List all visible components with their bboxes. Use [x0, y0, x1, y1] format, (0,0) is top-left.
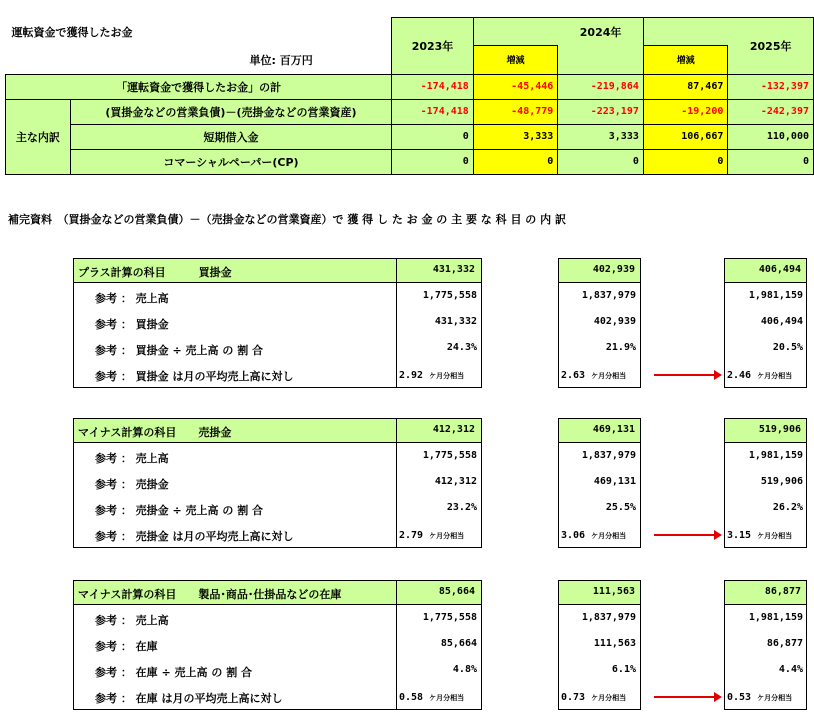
row-value-2025: 1,981,159	[748, 290, 803, 301]
year-2024-header: 2024年	[558, 18, 644, 75]
row-value-2024: 469,131	[593, 476, 636, 487]
total-2025: -132,397	[728, 74, 814, 99]
row-value-2024: 402,939	[593, 316, 636, 327]
block-head-2025: 406,494	[725, 259, 806, 283]
row-value-2025: 519,906	[760, 476, 803, 487]
row-value-2023: 1,775,558	[422, 290, 477, 301]
block-head-2023: 412,312	[397, 419, 481, 443]
months-value: 3.15	[727, 530, 752, 541]
row-label: 参考 ： 売掛金 は月の平均売上高に対し	[95, 530, 294, 543]
row-label: 参考 ： 在庫 ÷ 売上高 の 割 合	[95, 666, 253, 679]
months-value: 2.92	[399, 370, 424, 381]
months-unit: ケ月分相当	[429, 372, 465, 380]
row-value-2024: 1,837,979	[581, 450, 636, 461]
short-loans-2024: 3,333	[558, 124, 644, 149]
months-equivalent	[727, 528, 792, 541]
cp-change-1: 0	[473, 149, 558, 174]
unit-label: 単位: 百万円	[249, 53, 313, 67]
row-value-2023: 1,775,558	[422, 612, 477, 623]
block-head-2024: 402,939	[559, 259, 640, 283]
block-head-2025: 519,906	[725, 419, 806, 443]
group-label: 主な内訳	[6, 99, 71, 174]
row-value-2024: 1,837,979	[581, 612, 636, 623]
total-change-2: 87,467	[643, 74, 728, 99]
months-value: 2.79	[399, 530, 424, 541]
months-value: 2.46	[727, 370, 752, 381]
trend-arrow	[654, 534, 716, 536]
row-value-2025: 26.2%	[772, 502, 803, 513]
row-value-2024: 1,837,979	[581, 290, 636, 301]
row-value-2023: 1,775,558	[422, 450, 477, 461]
block-head-2023: 431,332	[397, 259, 481, 283]
total-change-1: -45,446	[473, 74, 558, 99]
row-label: 参考 ： 買掛金	[95, 318, 169, 331]
months-unit: ケ月分相当	[591, 532, 627, 540]
cp-2023: 0	[392, 149, 474, 174]
row-value-2023: 412,312	[434, 476, 477, 487]
row-value-2025: 86,877	[766, 638, 803, 649]
row-value-2023: 4.8%	[452, 664, 477, 675]
row-value-2024: 21.9%	[605, 342, 636, 353]
row-value-2025: 1,981,159	[748, 450, 803, 461]
months-unit: ケ月分相当	[591, 694, 627, 702]
row-value-2023: 24.3%	[446, 342, 477, 353]
months-value: 0.53	[727, 692, 752, 703]
short-loans-change-1: 3,333	[473, 124, 558, 149]
row-value-2024: 111,563	[593, 638, 636, 649]
cp-2024: 0	[558, 149, 644, 174]
supplement-title: 補完資料 （買掛金などの営業負債）－（売掛金などの営業資産）で 獲 得 し た お 金 の 主 要 な 科 目 の 内 訳	[8, 213, 566, 226]
row-value-2023: 431,332	[434, 316, 477, 327]
block-head-2024: 469,131	[559, 419, 640, 443]
months-equivalent	[399, 368, 464, 381]
payables-row	[6, 99, 814, 124]
block-head-2025: 86,877	[725, 581, 806, 605]
row-value-2024: 25.5%	[605, 502, 636, 513]
block-head-label: マイナス計算の科目 製品･商品･仕掛品などの在庫	[74, 581, 397, 605]
blank-cell	[643, 18, 728, 46]
months-equivalent	[561, 690, 626, 703]
months-unit: ケ月分相当	[591, 372, 627, 380]
row-value-2025: 20.5%	[772, 342, 803, 353]
months-unit: ケ月分相当	[429, 694, 465, 702]
payables-label: (買掛金などの営業負債)－(売掛金などの営業資産)	[70, 99, 391, 124]
block-head-2024: 111,563	[559, 581, 640, 605]
payables-change-2: -19,200	[643, 99, 728, 124]
months-unit: ケ月分相当	[757, 532, 793, 540]
row-label: 参考 ： 在庫 は月の平均売上高に対し	[95, 692, 283, 705]
months-value: 2.63	[561, 370, 586, 381]
short-loans-change-2: 106,667	[643, 124, 728, 149]
row-value-2025: 1,981,159	[748, 612, 803, 623]
cp-2025: 0	[728, 149, 814, 174]
months-value: 0.58	[399, 692, 424, 703]
row-value-2025: 4.4%	[778, 664, 803, 675]
row-label: 参考 ： 買掛金 ÷ 売上高 の 割 合	[95, 344, 264, 357]
short-loans-2025: 110,000	[728, 124, 814, 149]
row-label: 参考 ： 在庫	[95, 640, 158, 653]
months-unit: ケ月分相当	[429, 532, 465, 540]
total-row	[6, 74, 814, 99]
months-equivalent	[561, 528, 626, 541]
row-value-2025: 406,494	[760, 316, 803, 327]
total-2024: -219,864	[558, 74, 644, 99]
header-cell	[6, 18, 392, 75]
payables-2024: -223,197	[558, 99, 644, 124]
payables-2023: -174,418	[392, 99, 474, 124]
row-label: 参考 ： 買掛金 は月の平均売上高に対し	[95, 370, 294, 383]
short-loans-label: 短期借入金	[70, 124, 391, 149]
months-value: 0.73	[561, 692, 586, 703]
year-2025-header: 2025年	[728, 18, 814, 75]
row-label: 参考 ： 売上高	[95, 614, 169, 627]
months-unit: ケ月分相当	[757, 372, 793, 380]
change-header-1: 増減	[473, 46, 558, 74]
row-value-2023: 85,664	[440, 638, 477, 649]
block-head-label: プラス計算の科目 買掛金	[74, 259, 397, 283]
payables-change-1: -48,779	[473, 99, 558, 124]
payables-2025: -242,397	[728, 99, 814, 124]
cp-label: コマーシャルペーパー(CP)	[70, 149, 391, 174]
months-equivalent	[399, 528, 464, 541]
summary-table	[5, 17, 814, 175]
row-label: 参考 ： 売掛金	[95, 478, 169, 491]
trend-arrow	[654, 374, 716, 376]
months-equivalent	[727, 368, 792, 381]
blank-cell	[473, 18, 558, 46]
change-header-2: 増減	[643, 46, 728, 74]
row-label: 参考 ： 売上高	[95, 452, 169, 465]
row-value-2024: 6.1%	[611, 664, 636, 675]
short-loans-2023: 0	[392, 124, 474, 149]
cp-change-2: 0	[643, 149, 728, 174]
cp-row	[6, 149, 814, 174]
months-value: 3.06	[561, 530, 586, 541]
total-2023: -174,418	[392, 74, 474, 99]
months-equivalent	[727, 690, 792, 703]
block-head-2023: 85,664	[397, 581, 481, 605]
months-unit: ケ月分相当	[757, 694, 793, 702]
total-label: 「運転資金で獲得したお金」の計	[6, 74, 392, 99]
trend-arrow	[654, 696, 716, 698]
short-loans-row	[6, 124, 814, 149]
year-2023-header: 2023年	[392, 18, 474, 75]
months-equivalent	[399, 690, 464, 703]
row-label: 参考 ： 売上高	[95, 292, 169, 305]
block-head-label: マイナス計算の科目 売掛金	[74, 419, 397, 443]
months-equivalent	[561, 368, 626, 381]
sheet-title: 運転資金で獲得したお金	[11, 25, 133, 39]
row-value-2023: 23.2%	[446, 502, 477, 513]
row-label: 参考 ： 売掛金 ÷ 売上高 の 割 合	[95, 504, 264, 517]
